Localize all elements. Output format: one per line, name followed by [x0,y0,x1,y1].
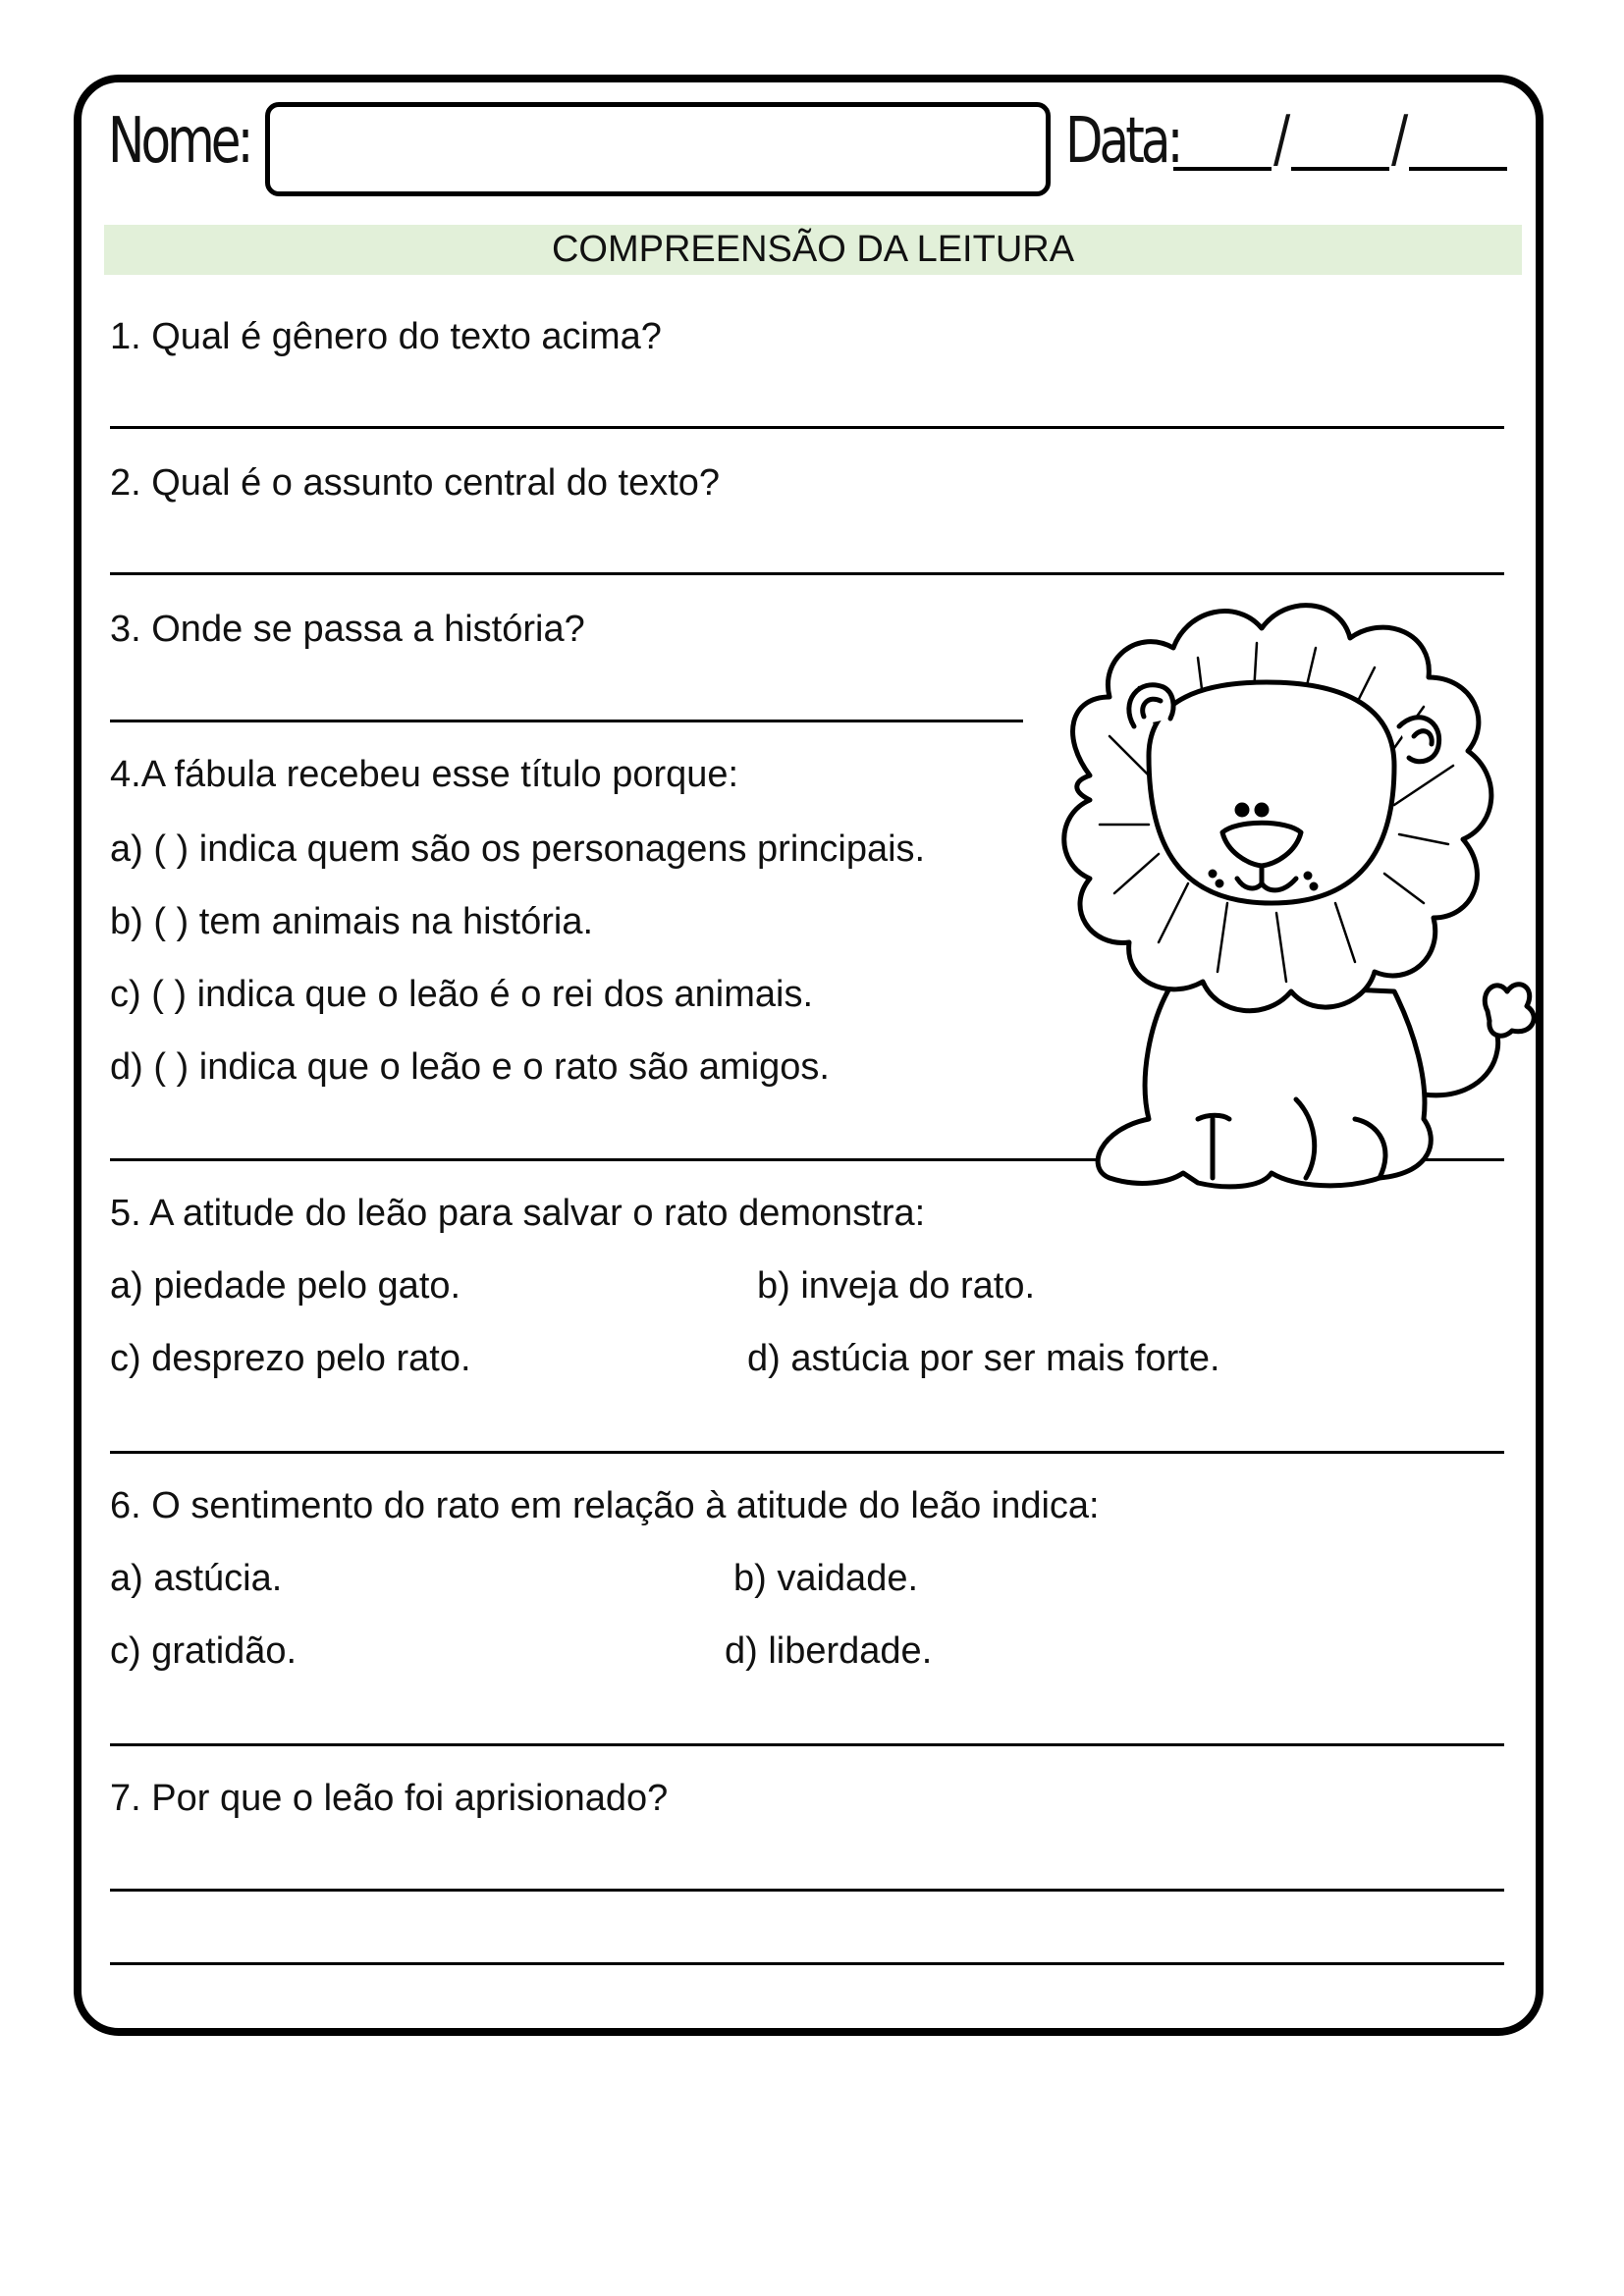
date-separator: / [1273,103,1291,176]
answer-line-5[interactable] [110,1451,1504,1454]
name-input-box[interactable] [265,102,1051,196]
answer-line-7b[interactable] [110,1962,1504,1965]
question-4: 4.A fábula recebeu esse título porque: [110,754,739,795]
question-4-option-d[interactable]: d) ( ) indica que o leão e o rato são amigos. [110,1046,830,1088]
name-label: Nome: [108,105,250,178]
lion-illustration [1001,589,1551,1198]
date-field[interactable] [1173,103,1507,176]
question-5-option-d[interactable]: d) astúcia por ser mais forte. [747,1338,1220,1379]
question-6-option-a[interactable]: a) astúcia. [110,1558,283,1599]
question-3: 3. Onde se passa a história? [110,609,585,650]
answer-line-6[interactable] [110,1743,1504,1746]
question-1: 1. Qual é gênero do texto acima? [110,316,662,357]
answer-line-2[interactable] [110,572,1504,575]
answer-line-1[interactable] [110,426,1504,429]
question-6-option-c[interactable]: c) gratidão. [110,1630,298,1672]
question-6-option-d[interactable]: d) liberdade. [725,1630,933,1672]
question-5-option-c[interactable]: c) desprezo pelo rato. [110,1338,471,1379]
date-month-slot[interactable] [1291,108,1389,171]
question-4-option-b[interactable]: b) ( ) tem animais na história. [110,901,594,942]
question-4-option-c[interactable]: c) ( ) indica que o leão é o rei dos animais. [110,974,814,1015]
section-title: COMPREENSÃO DA LEITURA [104,225,1522,275]
answer-line-3[interactable] [110,720,1023,722]
question-6-option-b[interactable]: b) vaidade. [733,1558,919,1599]
question-2: 2. Qual é o assunto central do texto? [110,462,721,504]
question-7: 7. Por que o leão foi aprisionado? [110,1778,669,1819]
question-6: 6. O sentimento do rato em relação à atitude do leão indica: [110,1485,1100,1526]
date-day-slot[interactable] [1173,108,1272,171]
date-year-slot[interactable] [1409,108,1507,171]
question-5-option-b[interactable]: b) inveja do rato. [757,1265,1036,1307]
question-5: 5. A atitude do leão para salvar o rato demonstra: [110,1193,926,1234]
date-separator: / [1391,103,1409,176]
answer-line-7a[interactable] [110,1889,1504,1892]
date-label: Data: [1065,105,1180,178]
question-5-option-a[interactable]: a) piedade pelo gato. [110,1265,461,1307]
question-4-option-a[interactable]: a) ( ) indica quem são os personagens principais. [110,828,926,870]
